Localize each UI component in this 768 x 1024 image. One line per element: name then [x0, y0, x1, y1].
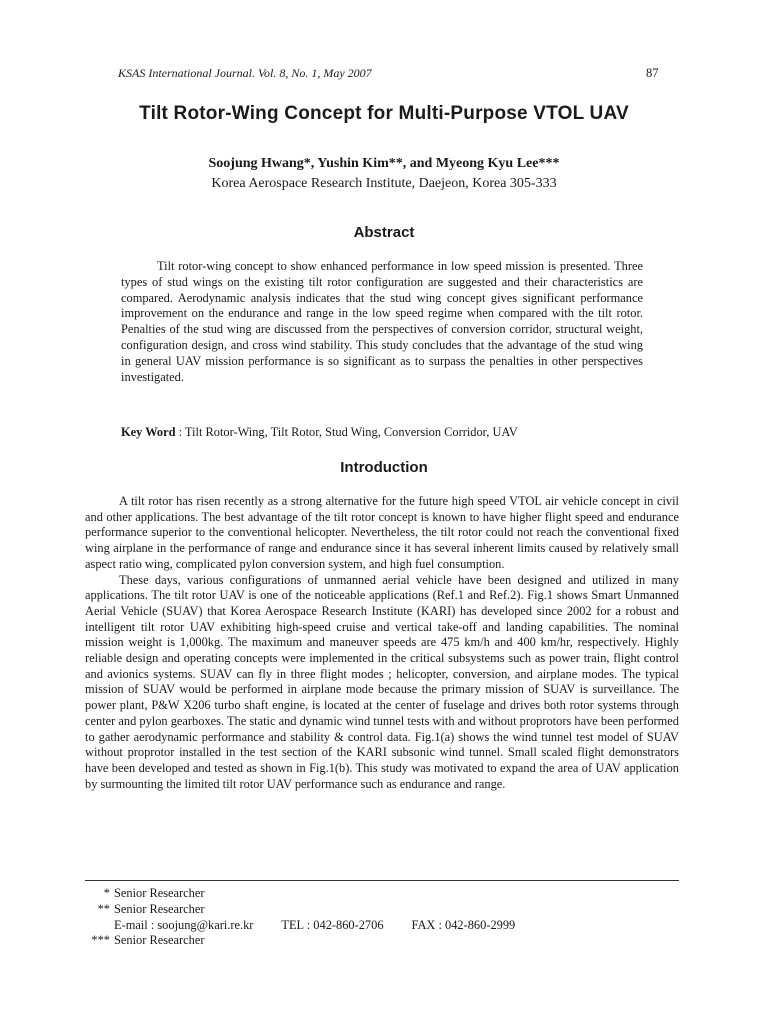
- footnote-mark: **: [97, 901, 110, 916]
- footnote-fax: FAX : 042-860-2999: [411, 917, 516, 932]
- footnote-email: E-mail : soojung@kari.re.kr: [114, 917, 254, 932]
- footnote-mark: ***: [91, 933, 110, 948]
- footnote-tel: TEL : 042-860-2706: [281, 917, 384, 932]
- paper-title: Tilt Rotor-Wing Concept for Multi-Purpose VTOL UAV: [139, 103, 629, 124]
- footnote-text: Senior Researcher: [114, 886, 205, 900]
- footnote-contact: [86, 918, 515, 934]
- introduction-body: [85, 494, 679, 792]
- footnote-item: [86, 933, 515, 949]
- footnote-text: Senior Researcher: [114, 933, 205, 948]
- running-head-journal: KSAS International Journal. Vol. 8, No. 1, May 2007: [118, 66, 372, 80]
- footnotes: [86, 886, 515, 949]
- keywords-separator: :: [175, 425, 185, 439]
- intro-paragraph: A tilt rotor has risen recently as a strong alternative for the future high speed VTOL air vehicle concept in civil and other applications. The best advantage of the tilt rotor concept is known to have higher flight speed and endurance performance superior to the conventional helicopter. Nevertheless, the tilt rotor could not reach the conventional fixed wing airplane in the performance of range and endurance since it has several inherent limits caused by relatively small aspect ratio wing, complicated pylon conversion system, and high fuel consumption.: [85, 494, 679, 571]
- page-number: 87: [646, 66, 659, 80]
- abstract-heading: Abstract: [353, 224, 415, 241]
- footnote-item: [86, 902, 515, 918]
- footnote-divider: [85, 880, 679, 881]
- abstract-text: Tilt rotor-wing concept to show enhanced performance in low speed mission is presented. Three types of stud wings on the existing tilt rotor configuration are suggested and their characteristics are compared. Aerodynamic analysis indicates that the stud wing concept gives significant performance improvement on the endurance and range in the low speed regime when compared with the tilt rotor. Penalties of the stud wing are discussed from the perspectives of conversion corridor, structural weight, configuration design, and cross wind stability. This study concludes that the advantage of the stud wing in general UAV mission performance is so significant as to surpass the penalties in other perspectives investigated.: [121, 259, 643, 384]
- keywords-text: Tilt Rotor-Wing, Tilt Rotor, Stud Wing, Conversion Corridor, UAV: [184, 425, 518, 439]
- intro-paragraph: These days, various configurations of unmanned aerial vehicle have been designed and utilized in many applications. The tilt rotor UAV is one of the noticeable applications (Ref.1 and Ref.2). Fig.1 shows Smart Unmanned Aerial Vehicle (SUAV) that Korea Aerospace Research Institute (KARI) has developed since 2002 for a robust and intelligent tilt rotor UAV exhibiting high-speed cruise and vertical take-off and landing capabilities. The nominal mission weight is 1,000kg. The maximum and maneuver speeds are 475 km/h and 400 km/hr, respectively. Highly reliable design and operating concepts were implemented in the critical subsystems such as power train, flight control and avionics systems. SUAV can fly in three flight modes ; helicopter, conversion, and airplane modes. The typical mission of SUAV would be performed in airplane mode because the primary mission of SUAV is surveillance. The power plant, P&W X206 turbo shaft engine, is located at the center of fuselage and drives both rotor systems through center and pylon gearboxes. The static and dynamic wind tunnel tests with and without proprotors have been performed to gather aerodynamic performance and stability & control data. Fig.1(a) shows the wind tunnel test model of SUAV without proprotor installed in the test section of the KARI subsonic wind tunnel. Small scaled flight demonstrators have been developed and tested as shown in Fig.1(b). This study was motivated to expand the area of UAV application by surmounting the limited tilt rotor UAV performance such as endurance and range.: [85, 572, 679, 791]
- author-list: Soojung Hwang*, Yushin Kim**, and Myeong Kyu Lee***: [208, 156, 560, 171]
- author-affiliation: Korea Aerospace Research Institute, Daejeon, Korea 305-333: [211, 176, 557, 191]
- keywords-label: Key Word: [121, 425, 176, 439]
- introduction-heading: Introduction: [340, 459, 428, 476]
- footnote-mark: *: [103, 886, 110, 900]
- keywords-line: [121, 425, 661, 440]
- footnote-text: Senior Researcher: [114, 901, 205, 916]
- footnote-item: [86, 886, 515, 902]
